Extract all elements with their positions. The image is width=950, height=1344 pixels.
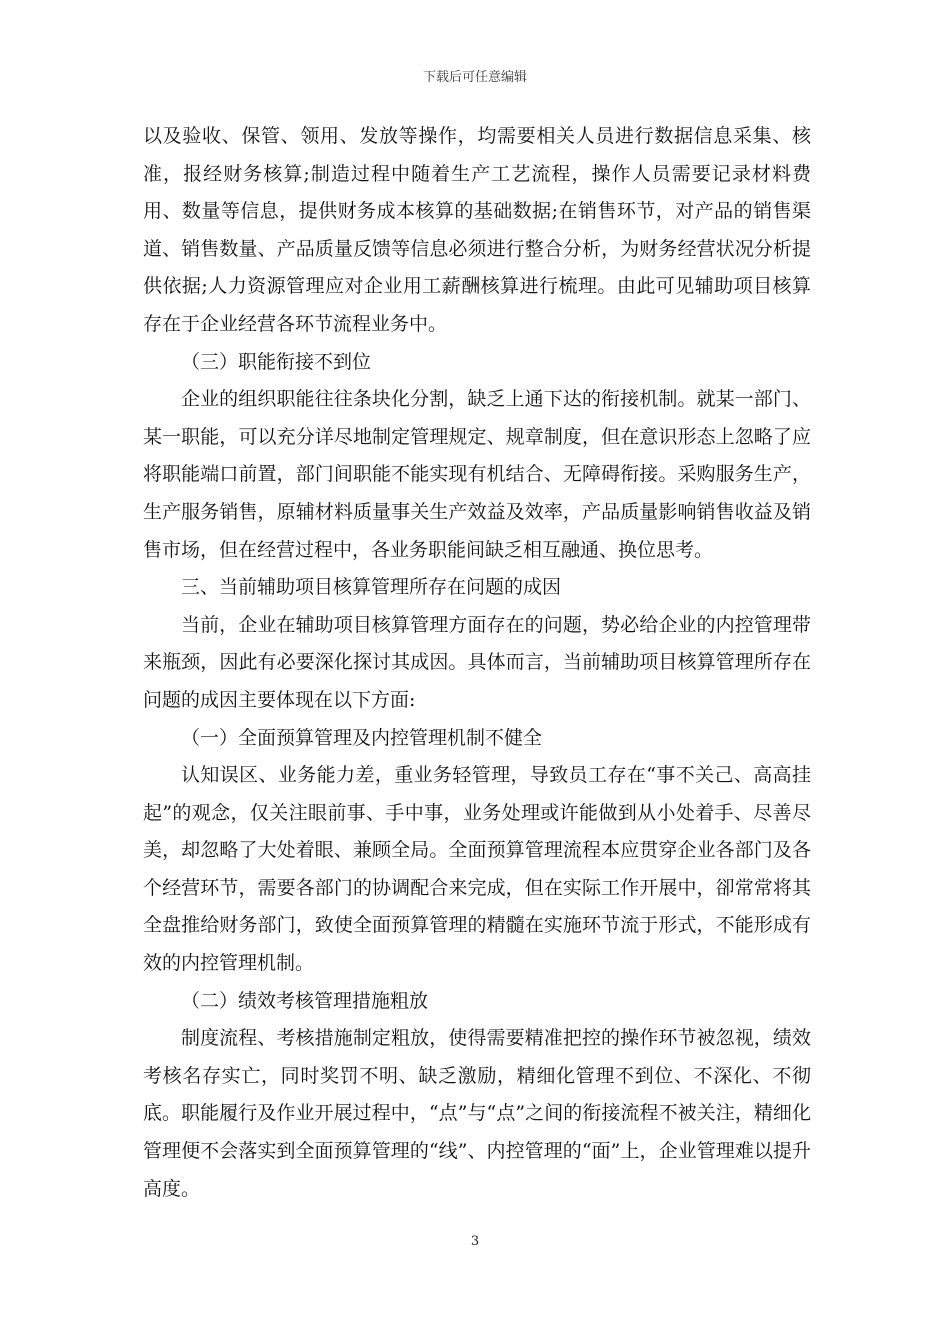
paragraph: 制度流程、考核措施制定粗放，使得需要精准把控的操作环节被忽视，绩效考核名存实亡，同时奖罚不明、缺乏激励，精细化管理不到位、不深化、不彻底。职能履行及作业开展过程中，“点”与“点”之间的衔接流程不被关注，精细化管理便不会落实到全面预算管理的“线”、内控管理的“面”上，企业管理难以提升高度。 xyxy=(143,1027,811,1200)
document-body xyxy=(143,118,811,1208)
section-heading: （二）绩效考核管理措施粗放 xyxy=(181,989,429,1012)
page-header: 下载后可任意编辑 xyxy=(422,70,527,85)
section-heading: （一）全面预算管理及内控管理机制不健全 xyxy=(181,726,543,749)
paragraph: 企业的组织职能往往条块化分割，缺乏上通下达的衔接机制。就某一部门、某一职能，可以充分详尽地制定管理规定、规章制度，但在意识形态上忽略了应将职能端口前置，部门间职能不能实现有机结合、无障碍衔接。采购服务生产，生产服务销售，原辅材料质量事关生产效益及效率，产品质量影响销售收益及销售市场，但在经营过程中，各业务职能间缺乏相互融通、换位思考。 xyxy=(143,388,811,561)
paragraph: 当前，企业在辅助项目核算管理方面存在的问题，势必给企业的内控管理带来瓶颈，因此有必要深化探讨其成因。具体而言，当前辅助项目核算管理所存在问题的成因主要体现在以下方面: xyxy=(143,613,811,711)
section-heading: （三）职能衔接不到位 xyxy=(181,350,372,373)
section-heading: 三、当前辅助项目核算管理所存在问题的成因 xyxy=(181,576,562,599)
paragraph: 认知误区、业务能力差，重业务轻管理，导致员工存在“事不关己、高高挂起”的观念，仅关注眼前事、手中事，业务处理或许能做到从小处着手、尽善尽美，却忽略了大处着眼、兼顾全局。全面预算管理流程本应贯穿企业各部门及各个经营环节，需要各部门的协调配合来完成，但在实际工作开展中，卻常常将其全盘推给财务部门，致使全面预算管理的精髓在实施环节流于形式，不能形成有效的内控管理机制。 xyxy=(143,764,811,975)
paragraph-continued: 以及验收、保管、领用、发放等操作，均需要相关人员进行数据信息采集、核准，报经财务核算;制造过程中随着生产工艺流程，操作人员需要记录材料费用、数量等信息，提供财务成本核算的基础数据;在销售环节，对产品的销售渠道、销售数量、产品质量反馈等信息必须进行整合分析，为财务经营状况分析提供依据;人力资源管理应对企业用工薪酬核算进行梳理。由此可见辅助项目核算存在于企业经营各环节流程业务中。 xyxy=(143,125,811,335)
page-number: 3 xyxy=(470,1234,480,1249)
